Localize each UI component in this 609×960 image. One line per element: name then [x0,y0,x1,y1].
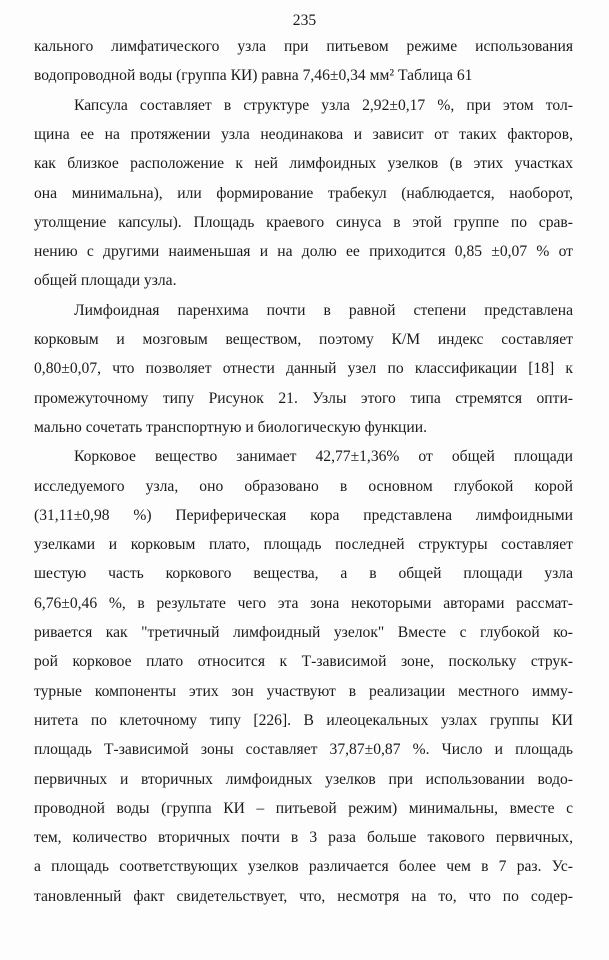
text-line: узелками и корковым плато, площадь последней структуры составляет [34,536,573,554]
text-line: ривается как "третичный лимфоидный узелок" Вместе с глубокой ко- [34,624,573,641]
text-line: нитета по клеточному типу [226]. В илеоцекальных узлах группы КИ [34,711,573,729]
text-line: Лимфоидная паренхима почти в равной степени представлена [74,301,573,319]
text-line: Корковое вещество занимает 42,77±1,36% от общей площади [74,448,573,466]
text-line: промежуточному типу Рисунок 21. Узлы этого типа стремятся опти- [34,389,573,407]
text-line: как близкое расположение к ней лимфоидных узелков (в этих участках [34,155,573,173]
text-line: она минимальна), или формирование трабекул (наблюдается, наоборот, [34,184,573,202]
text-line: исследуемого узла, оно образовано в основном глубокой корой [34,477,573,495]
text-line: рой корковое плато относится к Т-зависимой зоне, поскольку струк- [34,653,573,671]
text-line: площадь Т-зависимой зоны составляет 37,87±0,87 %. Число и площадь [34,741,573,759]
text-line: турные компоненты этих зон участвуют в реализации местного имму- [34,682,573,700]
text-line: шестую часть коркового вещества, а в общей площади узла [34,565,573,583]
text-line: проводной воды (группа КИ – питьевой режим) минимальны, вместе с [34,799,573,817]
text-line: 0,80±0,07, что позволяет отнести данный узел по классификации [18] к [34,360,573,378]
text-line: утолщение капсулы). Площадь краевого синуса в этой группе по срав- [34,213,573,231]
text-line: Капсула составляет в структуре узла 2,92±0,17 %, при этом тол- [74,96,573,114]
text-line: мально сочетать транспортную и биологическую функции. [34,418,427,436]
page-number: 235 [292,12,317,29]
text-line: (31,11±0,98 %) Периферическая кора представлена лимфоидными [34,506,573,524]
text-line: водопроводной воды (группа КИ) равна 7,46±0,34 мм² Таблица 61 [34,67,473,85]
text-line: корковым и мозговым веществом, поэтому К/М индекс составляет [34,331,573,348]
text-line: 6,76±0,46 %, в результате чего эта зона некоторыми авторами рассмат- [34,594,573,612]
text-line: нению с другими наименьшая и на долю ее приходится 0,85 ±0,07 % от [34,243,573,261]
text-line: а площадь соответствующих узелков различается более чем в 7 раз. Ус- [34,858,573,876]
text-line: общей площади узла. [34,272,177,290]
text-line: тановленный факт свидетельствует, что, несмотря на то, что по содер- [34,887,573,905]
text-line: первичных и вторичных лимфоидных узелков при использовании водо- [34,770,573,788]
text-line: кального лимфатического узла при питьевом режиме использования [34,38,573,55]
text-line: тем, количество вторичных почти в 3 раза больше такового первичных, [34,829,573,847]
text-line: щина ее на протяжении узла неодинакова и зависит от таких факторов, [34,125,573,143]
